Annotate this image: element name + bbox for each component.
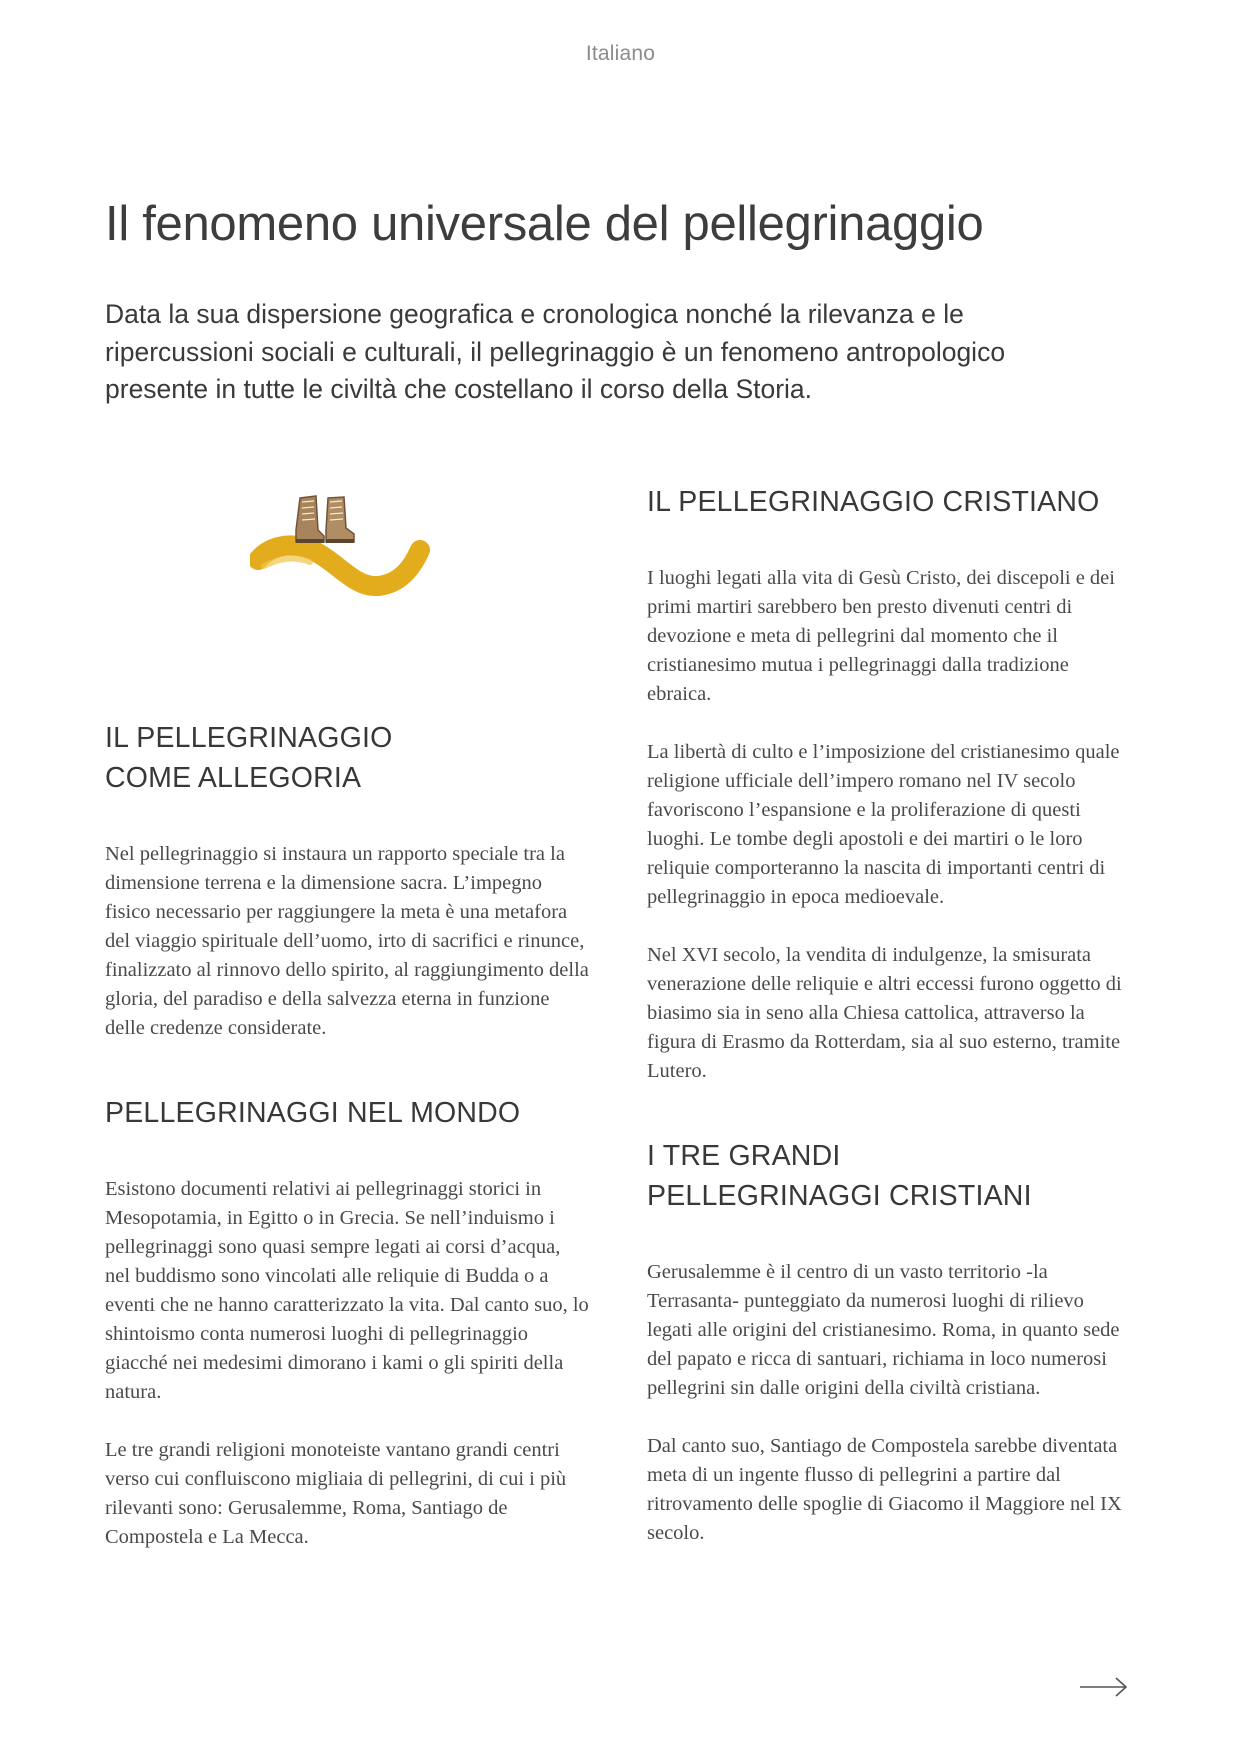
pilgrim-boots-illustration — [250, 490, 440, 620]
left-column — [105, 718, 605, 1552]
next-page-button[interactable] — [1078, 1674, 1130, 1700]
intro-paragraph: Data la sua dispersione geografica e cronologica nonché la rilevanza e le ripercussioni sociali e culturali, il pellegrinaggio è un fenomeno antropologico presente in tutte le civiltà che costellano il corso della Storia. — [105, 299, 1006, 404]
heading-line: IL PELLEGRINAGGIO — [105, 722, 393, 754]
boots-on-yellow-wave-icon — [250, 490, 440, 620]
paragraph: Gerusalemme è il centro di un vasto territorio -la Terrasanta- punteggiato da numerosi luoghi di rilievo legati alle origini del cristianesimo. Roma, in quanto sede del papato e ricca di santuari, richiama in loco numerosi pellegrini sin dalle origini della civiltà cristiana. — [647, 1261, 1120, 1399]
heading-line: I TRE GRANDI — [647, 1140, 841, 1172]
section-heading-mondo: PELLEGRINAGGI NEL MONDO — [105, 1097, 521, 1129]
arrow-right-icon — [1078, 1674, 1130, 1700]
paragraph: Dal canto suo, Santiago de Compostela sarebbe diventata meta di un ingente flusso di pellegrini a partire dal ritrovamento delle spoglie di Giacomo il Maggiore nel IX secolo. — [647, 1435, 1122, 1544]
heading-line: PELLEGRINAGGI CRISTIANI — [647, 1180, 1032, 1212]
paragraph: La libertà di culto e l’imposizione del cristianesimo quale religione ufficiale dell’impero romano nel IV secolo favoriscono l’espansione e la proliferazione di questi luoghi. Le tombe degli apostoli e dei martiri o le loro reliquie comporteranno la nascita di importanti centri di pellegrinaggio in epoca medioevale. — [647, 741, 1120, 908]
section-heading-tre-grandi — [647, 1136, 1147, 1216]
right-boot-icon — [326, 497, 354, 543]
section-heading-allegoria — [105, 718, 605, 798]
paragraph: Le tre grandi religioni monoteiste vantano grandi centri verso cui confluiscono migliaia di pellegrini, di cui i più rilevanti sono: Gerusalemme, Roma, Santiago de Compostela e La Mecca. — [105, 1439, 567, 1548]
paragraph: Nel pellegrinaggio si instaura un rapporto speciale tra la dimensione terrena e la dimensione sacra. L’impegno fisico necessario per raggiungere la meta è una metafora del viaggio spirituale dell’uomo, irto di sacrifici e rinunce, finalizzato al rinnovo dello spirito, al raggiungimento della gloria, del paradiso e della salvezza eterna in funzione delle credenze considerate. — [105, 843, 589, 1039]
language-label: Italiano — [585, 42, 656, 65]
right-column — [647, 482, 1147, 1548]
heading-line: COME ALLEGORIA — [105, 762, 362, 794]
paragraph: Esistono documenti relativi ai pellegrinaggi storici in Mesopotamia, in Egitto o in Grecia. Se nell’induismo i pellegrinaggi sono quasi sempre legati ai corsi d’acqua, nel buddismo sono vincolati alle reliquie di Budda o a eventi che ne hanno caratterizzato la vita. Dal canto suo, lo shintoismo conta numerosi luoghi di pellegrinaggio giacché nei medesimi dimorano i kami o gli spiriti della natura. — [105, 1178, 589, 1403]
paragraph: Nel XVI secolo, la vendita di indulgenze, la smisurata venerazione delle reliquie e altri eccessi furono oggetto di biasimo sia in seno alla Chiesa cattolica, attraverso la figura di Erasmo da Rotterdam, sia al suo esterno, tramite Lutero. — [647, 944, 1122, 1082]
paragraph: I luoghi legati alla vita di Gesù Cristo, dei discepoli e dei primi martiri sarebbero ben presto divenuti centri di devozione e meta di pellegrini dal momento che il cristianesimo mutua i pellegrinaggi dalla tradizione ebraica. — [647, 567, 1115, 705]
section-heading-cristiano: IL PELLEGRINAGGIO CRISTIANO — [647, 486, 1100, 518]
page-title: Il fenomeno universale del pellegrinaggio — [105, 197, 984, 251]
left-boot-icon — [296, 496, 324, 543]
